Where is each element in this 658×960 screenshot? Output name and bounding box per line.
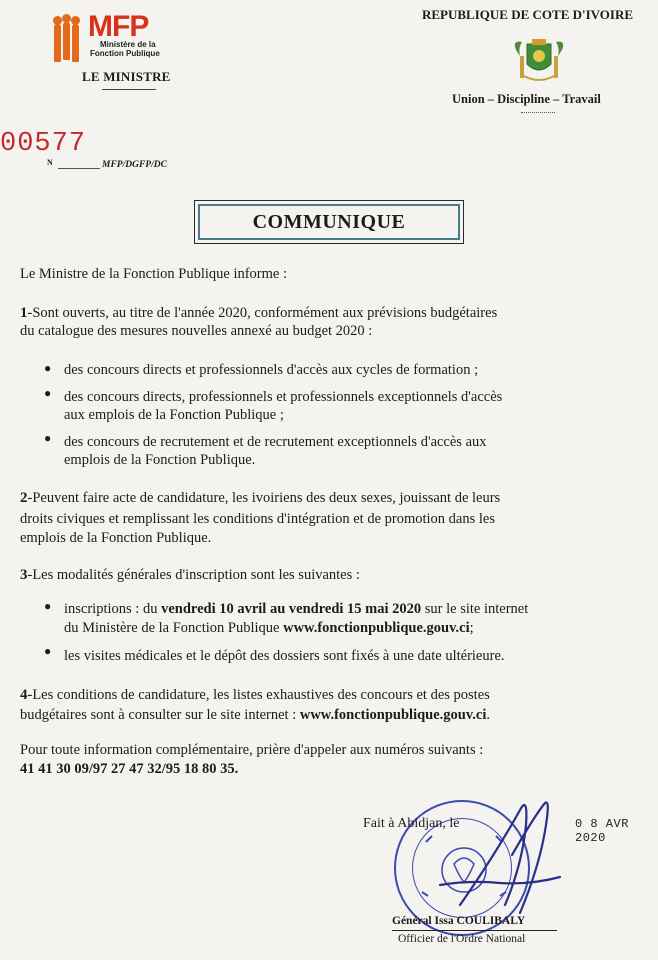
reference-code: MFP/DGFP/DC bbox=[102, 160, 167, 170]
section-3-bullet-1-line-1: inscriptions : du vendredi 10 avril au vendredi 15 mai 2020 sur le site internet bbox=[64, 601, 529, 617]
website-link[interactable]: www.fonctionpublique.gouv.ci bbox=[299, 707, 487, 723]
section-1-bullet-3-line-2: emplois de la Fonction Publique. bbox=[64, 452, 256, 468]
bullet-icon: ● bbox=[44, 431, 52, 445]
national-motto: Union – Discipline – Travail bbox=[452, 92, 601, 106]
minister-label: LE MINISTRE bbox=[82, 69, 171, 84]
divider bbox=[521, 112, 555, 113]
divider bbox=[392, 930, 557, 931]
ministry-logo bbox=[52, 10, 227, 60]
signatory-title: Officier de l'Ordre National bbox=[398, 933, 526, 945]
bullet-icon: ● bbox=[44, 644, 52, 658]
bullet-icon: ● bbox=[44, 599, 52, 613]
place-label: Fait à Abidjan, le bbox=[363, 816, 460, 831]
section-1-bullet-2-line-1: des concours directs, professionnels et professionnels exceptionnels d'accès bbox=[64, 389, 503, 405]
page-title: COMMUNIQUE bbox=[198, 204, 460, 240]
reference-no-label: N bbox=[47, 158, 53, 167]
section-1-bullet-3-line-1: des concours de recrutement et de recrutement exceptionnels d'accès aux bbox=[64, 434, 487, 450]
intro-text: Le Ministre de la Fonction Publique informe : bbox=[20, 266, 287, 282]
section-2-line-2: droits civiques et remplissant les conditions d'intégration et de promotion dans les bbox=[20, 511, 495, 527]
bullet-icon: ● bbox=[44, 386, 52, 400]
section-4-line-2: budgétaires sont à consulter sur le site internet : www.fonctionpublique.gouv.ci. bbox=[20, 707, 491, 723]
section-1-bullet-2-line-2: aux emplois de la Fonction Publique ; bbox=[64, 407, 284, 423]
section-3-bullet-2: les visites médicales et le dépôt des dossiers sont fixés à une date ultérieure. bbox=[64, 648, 505, 664]
reference-number: 00577 bbox=[0, 129, 87, 159]
date-stamp: 0 8 AVR 2020 bbox=[575, 817, 629, 845]
section-1-line-1: 1-Sont ouverts, au titre de l'année 2020, conformément aux prévisions budgétaires bbox=[20, 305, 498, 321]
section-4-line-1: 4-Les conditions de candidature, les listes exhaustives des concours et des postes bbox=[20, 687, 490, 703]
logo-subtitle: Ministère de la Fonction Publique bbox=[90, 40, 160, 58]
title-box bbox=[194, 200, 464, 244]
section-1-line-2: du catalogue des mesures nouvelles annexé au budget 2020 : bbox=[20, 323, 373, 339]
section-3-bullet-1-line-2: du Ministère de la Fonction Publique www.fonctionpublique.gouv.ci; bbox=[64, 620, 474, 636]
signature-icon bbox=[400, 785, 580, 935]
logo-abbrev: MFP bbox=[88, 10, 149, 43]
section-3-line-1: 3-Les modalités générales d'inscription sont les suivantes : bbox=[20, 567, 360, 583]
section-2-line-3: emplois de la Fonction Publique. bbox=[20, 530, 212, 546]
contact-text: Pour toute information complémentaire, prière d'appeler aux numéros suivants : bbox=[20, 742, 484, 758]
bullet-icon: ● bbox=[44, 361, 52, 375]
reference-line bbox=[58, 168, 100, 169]
section-1-bullet-1: des concours directs et professionnels d'accès aux cycles de formation ; bbox=[64, 362, 479, 378]
phone-numbers: 41 41 30 09/97 27 47 32/95 18 80 35. bbox=[20, 761, 239, 777]
coat-of-arms-icon bbox=[510, 36, 568, 84]
republic-heading: REPUBLIQUE DE COTE D'IVOIRE bbox=[422, 7, 634, 22]
signatory-name: Général Issa COULIBALY bbox=[392, 915, 526, 927]
divider bbox=[102, 89, 156, 90]
section-2-line-1: 2-Peuvent faire acte de candidature, les ivoiriens des deux sexes, jouissant de leurs bbox=[20, 490, 501, 506]
website-link[interactable]: www.fonctionpublique.gouv.ci bbox=[283, 620, 470, 636]
